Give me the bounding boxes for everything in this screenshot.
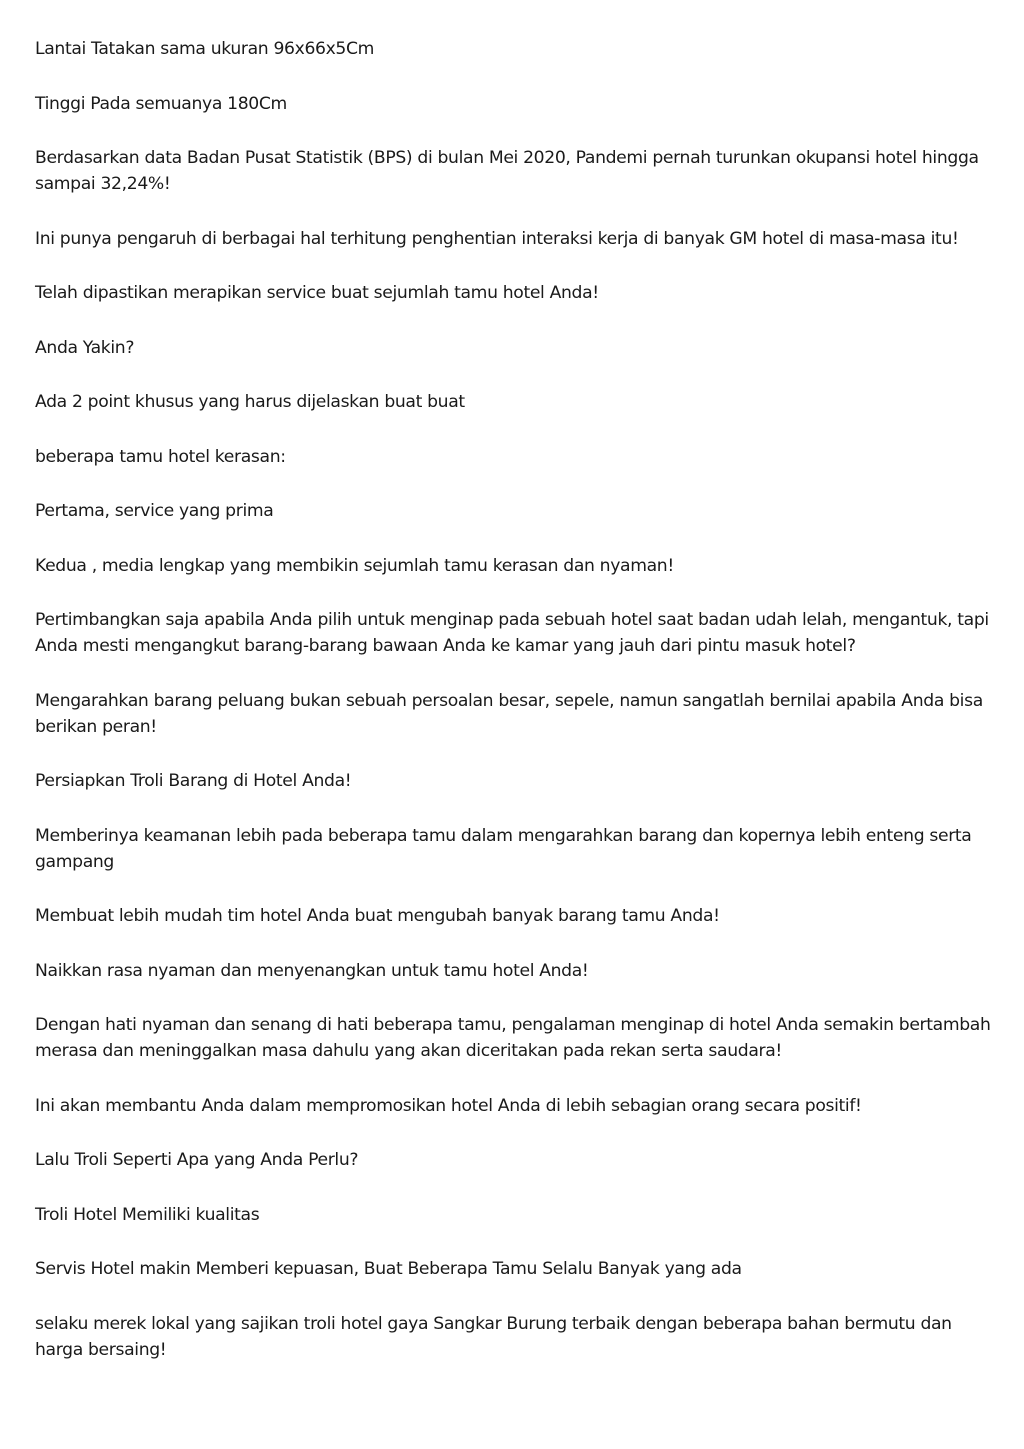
paragraph-height: Tinggi Pada semuanya 180Cm — [35, 93, 287, 114]
paragraph-prepare-trolley: Persiapkan Troli Barang di Hotel Anda! — [35, 771, 352, 791]
paragraph-easier-team: Membuat lebih mudah tim hotel Anda buat mengubah banyak barang tamu Anda! — [35, 906, 720, 926]
paragraph-experience: Dengan hati nyaman dan senang di hati beberapa tamu, pengalaman menginap di hotel Anda semakin bertambah merasa dan meninggalkan masa dahulu yang akan diceritakan pada rekan serta saudara! — [35, 1015, 991, 1061]
document-page — [35, 36, 995, 1391]
paragraph-influence: Ini punya pengaruh di berbagai hal terhitung penghentian interaksi kerja di banyak GM hotel di masa-masa itu! — [35, 228, 959, 249]
paragraph-first-point: Pertama, service yang prima — [35, 501, 274, 521]
paragraph-are-you-sure: Anda Yakin? — [35, 337, 135, 358]
paragraph-floor-size: Lantai Tatakan sama ukuran 96x66x5Cm — [35, 39, 375, 59]
paragraph-consider: Pertimbangkan saja apabila Anda pilih untuk menginap pada sebuah hotel saat badan udah lelah, mengantuk, tapi Anda mesti mengangkut barang-barang bawaan Anda ke kamar yang jauh dari pintu masuk hotel? — [35, 610, 989, 656]
paragraph-service-assured: Telah dipastikan merapikan service buat sejumlah tamu hotel Anda! — [35, 283, 599, 303]
paragraph-service-satisfaction: Servis Hotel makin Memberi kepuasan, Buat Beberapa Tamu Selalu Banyak yang ada — [35, 1259, 742, 1279]
paragraph-two-points: Ada 2 point khusus yang harus dijelaskan buat buat — [35, 392, 465, 412]
paragraph-bps-statistic: Berdasarkan data Badan Pusat Statistik (BPS) di bulan Mei 2020, Pandemi pernah turunkan okupansi hotel hingga sampai 32,24%! — [35, 148, 979, 194]
paragraph-comfort: Naikkan rasa nyaman dan menyenangkan untuk tamu hotel Anda! — [35, 960, 589, 981]
paragraph-quality: Troli Hotel Memiliki kualitas — [35, 1204, 260, 1225]
paragraph-safety: Memberinya keamanan lebih pada beberapa tamu dalam mengarahkan barang dan kopernya lebih enteng serta gampang — [35, 825, 972, 872]
paragraph-which-trolley: Lalu Troli Seperti Apa yang Anda Perlu? — [35, 1150, 359, 1170]
paragraph-carrying-goods: Mengarahkan barang peluang bukan sebuah persoalan besar, sepele, namun sangatlah bernilai apabila Anda bisa berikan peran! — [35, 690, 983, 737]
paragraph-promotion: Ini akan membantu Anda dalam mempromosikan hotel Anda di lebih sebagian orang secara positif! — [35, 1095, 862, 1116]
paragraph-local-brand: selaku merek lokal yang sajikan troli hotel gaya Sangkar Burung terbaik dengan beberapa bahan bermutu dan harga bersaing! — [35, 1313, 952, 1360]
paragraph-second-point: Kedua , media lengkap yang membikin sejumlah tamu kerasan dan nyaman! — [35, 555, 674, 576]
paragraph-guests-comfortable: beberapa tamu hotel kerasan: — [35, 446, 286, 467]
